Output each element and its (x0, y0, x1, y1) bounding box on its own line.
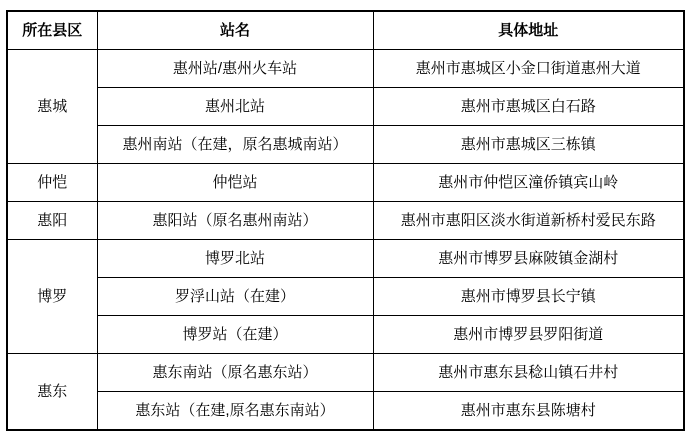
address-cell: 惠州市惠城区三栋镇 (373, 126, 684, 164)
station-cell: 惠州南站（在建，原名惠城南站） (97, 126, 373, 164)
address-cell: 惠州市惠阳区淡水街道新桥村爱民东路 (373, 202, 684, 240)
station-cell: 博罗站（在建） (97, 316, 373, 354)
table-row (7, 50, 684, 88)
table-row (7, 316, 684, 354)
address-cell: 惠州市博罗县罗阳街道 (373, 316, 684, 354)
address-cell: 惠州市仲恺区潼侨镇宾山岭 (373, 164, 684, 202)
station-table (6, 10, 685, 431)
address-cell: 惠州市惠城区小金口街道惠州大道 (373, 50, 684, 88)
table-row (7, 164, 684, 202)
station-cell: 惠阳站（原名惠州南站） (97, 202, 373, 240)
address-cell: 惠州市惠东县陈塘村 (373, 392, 684, 431)
station-cell: 惠东站（在建,原名惠东南站） (97, 392, 373, 431)
district-cell: 博罗 (7, 240, 97, 354)
station-cell: 罗浮山站（在建） (97, 278, 373, 316)
table-row (7, 392, 684, 431)
station-cell: 惠州北站 (97, 88, 373, 126)
header-station: 站名 (97, 11, 373, 50)
table-row (7, 240, 684, 278)
table-row (7, 126, 684, 164)
table-row (7, 354, 684, 392)
district-cell: 惠东 (7, 354, 97, 431)
address-cell: 惠州市博罗县麻陂镇金湖村 (373, 240, 684, 278)
station-cell: 仲恺站 (97, 164, 373, 202)
table-body (7, 50, 684, 431)
address-cell: 惠州市惠城区白石路 (373, 88, 684, 126)
header-district: 所在县区 (7, 11, 97, 50)
district-cell: 仲恺 (7, 164, 97, 202)
table-row (7, 202, 684, 240)
header-address: 具体地址 (373, 11, 684, 50)
district-cell: 惠城 (7, 50, 97, 164)
address-cell: 惠州市惠东县稔山镇石井村 (373, 354, 684, 392)
district-cell: 惠阳 (7, 202, 97, 240)
station-table-container (6, 10, 685, 431)
station-cell: 惠州站/惠州火车站 (97, 50, 373, 88)
address-cell: 惠州市博罗县长宁镇 (373, 278, 684, 316)
table-row (7, 278, 684, 316)
header-row (7, 11, 684, 50)
station-cell: 惠东南站（原名惠东站） (97, 354, 373, 392)
table-row (7, 88, 684, 126)
station-cell: 博罗北站 (97, 240, 373, 278)
